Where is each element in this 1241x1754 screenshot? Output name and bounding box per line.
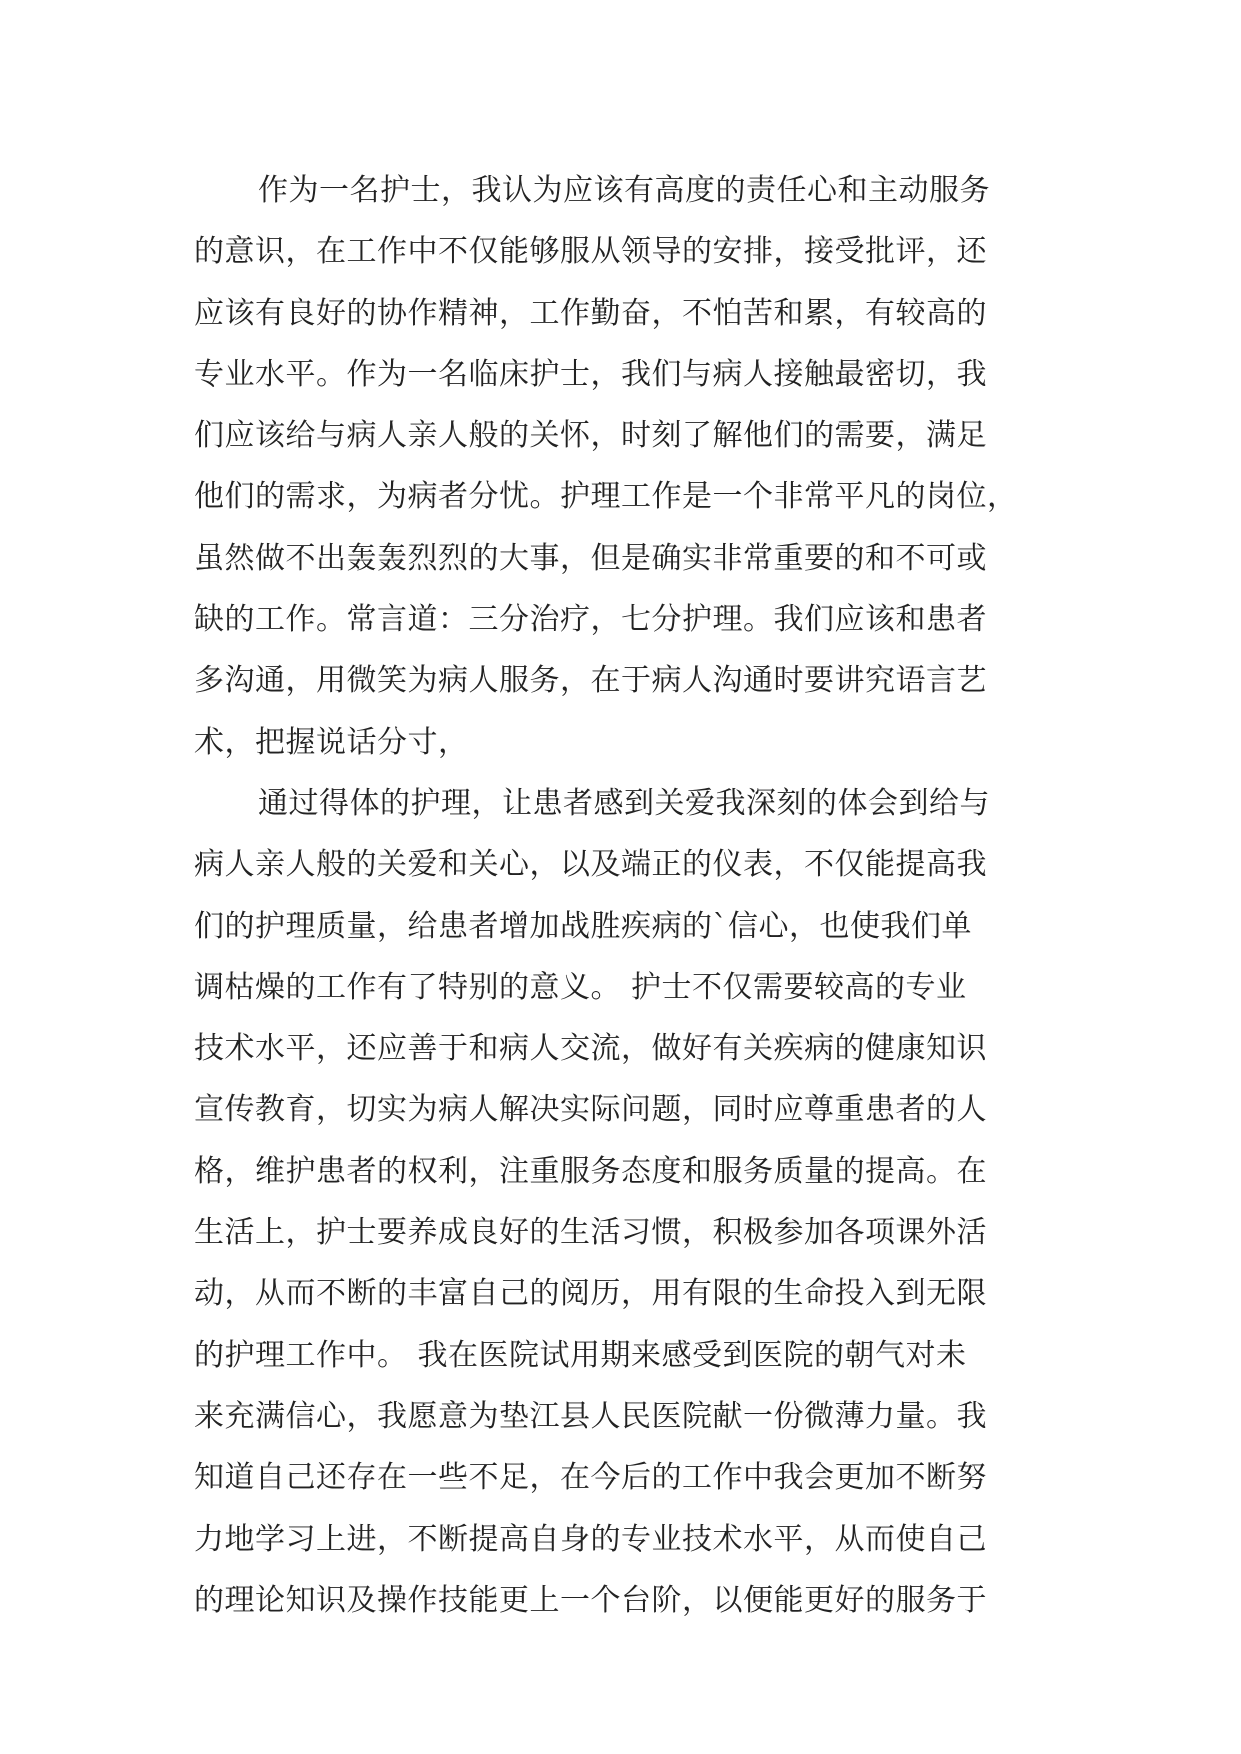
text-line: 通过得体的护理，让患者感到关爱我深刻的体会到给与	[258, 785, 990, 821]
text-line: 缺的工作。常言道：三分治疗，七分护理。我们应该和患者	[194, 602, 987, 638]
paragraph-1	[194, 160, 1054, 773]
text-line: 技术水平，还应善于和病人交流，做好有关疾病的健康知识	[194, 1031, 987, 1067]
paragraph-2	[194, 773, 1054, 1631]
text-line: 格，维护患者的权利，注重服务态度和服务质量的提高。在	[194, 1153, 987, 1189]
document-body	[194, 160, 1054, 1631]
text-line: 的护理工作中。 我在医院试用期来感受到医院的朝气对未	[194, 1337, 967, 1373]
text-line: 应该有良好的协作精神，工作勤奋，不怕苦和累，有较高的	[194, 295, 987, 331]
text-line: 力地学习上进，不断提高自身的专业技术水平，从而使自己	[194, 1521, 987, 1557]
text-line: 知道自己还存在一些不足，在今后的工作中我会更加不断努	[194, 1460, 987, 1496]
text-line: 的理论知识及操作技能更上一个台阶，以便能更好的服务于	[194, 1582, 987, 1618]
text-line: 术，把握说话分寸，	[194, 724, 469, 760]
text-line: 调枯燥的工作有了特别的意义。 护士不仅需要较高的专业	[194, 969, 967, 1005]
text-line: 他们的需求，为病者分忧。护理工作是一个非常平凡的岗位，	[194, 479, 1018, 515]
text-line: 们的护理质量，给患者增加战胜疾病的`信心，也使我们单	[194, 908, 972, 944]
text-line: 来充满信心，我愿意为垫江县人民医院献一份微薄力量。我	[194, 1398, 987, 1434]
text-line: 虽然做不出轰轰烈烈的大事，但是确实非常重要的和不可或	[194, 540, 987, 576]
text-line: 们应该给与病人亲人般的关怀，时刻了解他们的需要，满足	[194, 418, 987, 454]
text-line: 病人亲人般的关爱和关心，以及端正的仪表，不仅能提高我	[194, 847, 987, 883]
text-line: 生活上，护士要养成良好的生活习惯，积极参加各项课外活	[194, 1215, 987, 1251]
text-line: 多沟通，用微笑为病人服务，在于病人沟通时要讲究语言艺	[194, 663, 987, 699]
text-line: 宣传教育，切实为病人解决实际问题，同时应尊重患者的人	[194, 1092, 987, 1128]
text-line: 动，从而不断的丰富自己的阅历，用有限的生命投入到无限	[194, 1276, 987, 1312]
text-line: 作为一名护士，我认为应该有高度的责任心和主动服务	[258, 173, 990, 208]
text-line: 的意识，在工作中不仅能够服从领导的安排，接受批评，还	[194, 234, 987, 270]
text-line: 专业水平。作为一名临床护士，我们与病人接触最密切，我	[194, 356, 987, 392]
